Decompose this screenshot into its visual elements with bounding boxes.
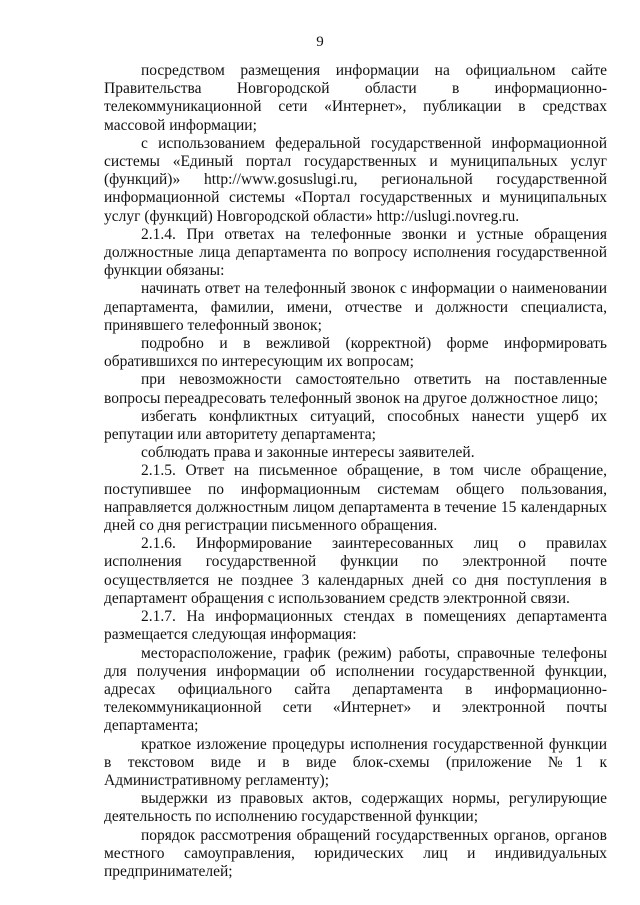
- paragraph-2-1-4: 2.1.4. При ответах на телефонные звонки и устные обращения должностные лица департамента по вопросу исполнения государственной функции обязаны:: [104, 225, 607, 280]
- paragraph-procedure-summary: краткое изложение процедуры исполнения государственной функции в текстовом виде и в виде блок-схемы (приложение №1 к Административному регламенту);: [104, 735, 607, 789]
- paragraph-2-1-6: 2.1.6. Информирование заинтересованных лиц о правилах исполнения государственной функции по электронной почте осуществляется не позднее 3 календарных дней со дня поступления в департамент обращения с использованием средств электронной связи.: [104, 535, 607, 607]
- paragraph-respect-rights: соблюдать права и законные интересы заявителей.: [141, 444, 475, 462]
- paragraph-answer-start: начинать ответ на телефонный звонок с информации о наименовании департамента, фамилии, имени, отчестве и должности специалиста, принявшего телефонный звонок;: [104, 280, 607, 334]
- paragraph-location-schedule: месторасположение, график (режим) работы, справочные телефоны для получения информации об исполнении государственной функции, адресах официального сайта департамента в информационно-телекоммуникационной сети «Интернет» и электронной почты департамента;: [104, 644, 607, 735]
- paragraph-redirect-call: при невозможности самостоятельно ответить на поставленные вопросы переадресовать телефонный звонок на другое должностное лицо;: [104, 371, 607, 407]
- paragraph-2-1-7: 2.1.7. На информационных стендах в помещениях департамента размещается следующая информация:: [104, 608, 607, 644]
- paragraph-inform-politely: подробно и в вежливой (корректной) форме информировать обратившихся по интересующим их вопросам;: [104, 335, 607, 371]
- paragraph-legal-excerpts: выдержки из правовых актов, содержащих нормы, регулирующие деятельность по исполнению государственной функции;: [104, 790, 607, 826]
- page-number: 9: [316, 34, 324, 50]
- paragraph-2-1-5: 2.1.5. Ответ на письменное обращение, в том числе обращение, поступившее по информационным системам общего пользования, направляется должностным лицом департамента в течение 15 календарных дней со дня регистрации письменного обращения.: [104, 462, 607, 535]
- paragraph-review-order: порядок рассмотрения обращений государственных органов, органов местного самоуправления, юридических лиц и индивидуальных предпринимателей;: [104, 826, 607, 880]
- document-body: [104, 62, 607, 881]
- paragraph-publication-methods: посредством размещения информации на официальном сайте Правительства Новгородской области в информационно-телекоммуникационной сети «Интернет», публикации в средствах массовой информации;: [104, 62, 607, 134]
- paragraph-portal-systems: с использованием федеральной государственной информационной системы «Единый портал государственных и муниципальных услуг (функций)» http://www.gosuslugi.ru, региональной государственной информационной системы «Портал государственных и муниципальных услуг (функций) Новгородской области» http://uslugi.novreg.ru.: [104, 134, 607, 225]
- paragraph-avoid-conflicts: избегать конфликтных ситуаций, способных нанести ущерб их репутации или авторитету департамента;: [104, 407, 607, 444]
